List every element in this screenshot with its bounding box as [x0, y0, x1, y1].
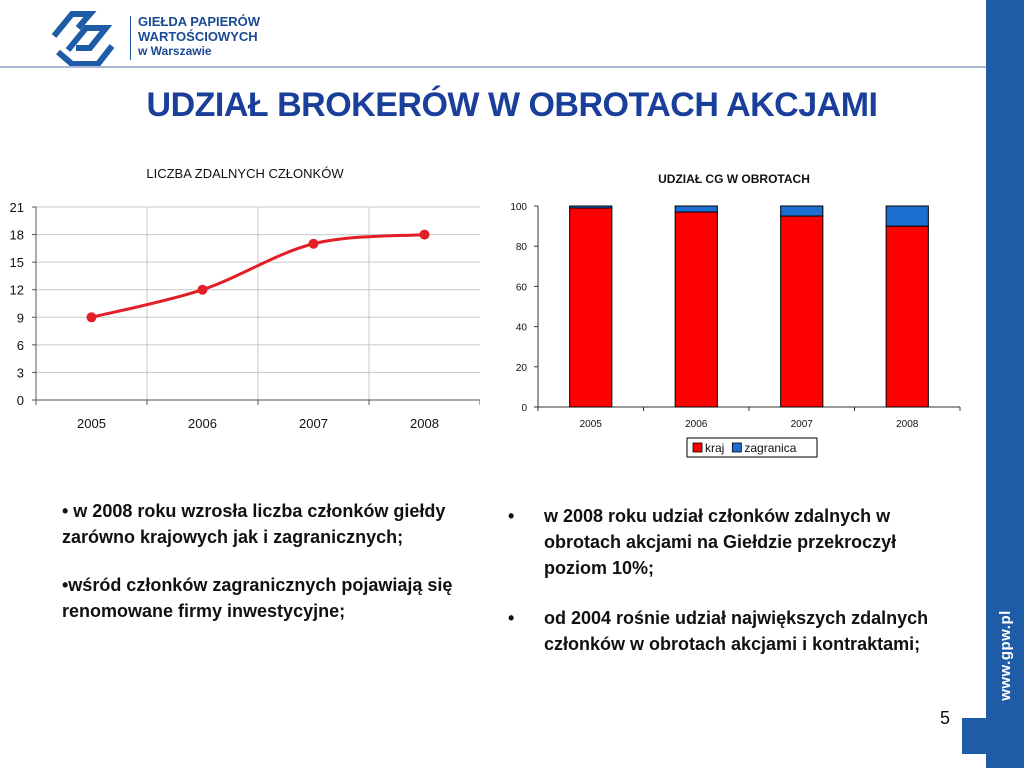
- bar-zagranica-2007: [781, 206, 823, 216]
- line-chart-ytick-label: 9: [16, 310, 24, 326]
- bullet-left-2: •wśród członków zagranicznych pojawiają się renomowane firmy inwestycyjne;: [62, 575, 453, 621]
- bullet-right-1-text: w 2008 roku udział członków zdalnych w obrotach akcjami na Giełdzie przekroczył poziom 10%;: [544, 506, 897, 578]
- bar-zagranica-2006: [675, 206, 717, 212]
- line-chart-point: [309, 239, 319, 249]
- bullet-right-2-text: od 2004 rośnie udział największych zdalnych członków w obrotach akcjami i kontraktami;: [544, 608, 929, 654]
- gpw-logo-icon: [50, 6, 116, 66]
- bar-chart-xtick-label: 2005: [579, 419, 602, 430]
- bar-kraj-2006: [675, 212, 717, 407]
- line-chart-title: LICZBA ZDALNYCH CZŁONKÓW: [146, 166, 344, 181]
- line-chart-ytick-label: 3: [16, 365, 24, 381]
- bar-chart-ytick-label: 80: [515, 242, 527, 254]
- website-url-text: www.gpw.pl: [996, 609, 1014, 701]
- line-chart-ytick-label: 0: [16, 393, 24, 408]
- bullet-left-1: • w 2008 roku wzrosła liczba członków giełdy zarówno krajowych jak i zagranicznych;: [62, 501, 446, 547]
- line-chart-xtick-label: 2008: [410, 416, 439, 431]
- page-number: 5: [940, 708, 951, 728]
- bar-chart: [500, 165, 970, 465]
- bar-chart-xtick-label: 2006: [685, 419, 708, 430]
- bullet-right-2: [500, 605, 960, 657]
- line-chart-ytick-label: 21: [9, 200, 24, 215]
- line-chart-xtick-label: 2007: [299, 416, 328, 431]
- bullet-marker: •: [508, 608, 515, 628]
- bullet-marker: •: [508, 506, 515, 526]
- bar-chart-ytick-label: 20: [515, 362, 527, 374]
- legend-label-zagranica: zagranica: [744, 441, 797, 455]
- website-url: [986, 600, 1024, 710]
- logo-line-1: GIEŁDA PAPIERÓW: [138, 14, 261, 29]
- legend-swatch-zagranica: [732, 443, 741, 452]
- bar-kraj-2008: [886, 226, 928, 407]
- bar-chart-title: UDZIAŁ CG W OBROTACH: [658, 172, 810, 186]
- bar-chart-ytick-label: 100: [510, 202, 527, 213]
- line-chart-point: [420, 230, 430, 240]
- corner-block: [962, 718, 1024, 754]
- line-chart-xtick-label: 2005: [77, 416, 106, 431]
- line-chart-ytick-label: 18: [9, 227, 24, 243]
- bar-chart-ytick-label: 40: [515, 322, 527, 334]
- bullets-right: [500, 503, 960, 681]
- logo-line-2: WARTOŚCIOWYCH: [138, 29, 258, 44]
- page-title: UDZIAŁ BROKERÓW W OBROTACH AKCJAMI: [146, 86, 878, 124]
- legend-label-kraj: kraj: [705, 441, 725, 455]
- logo-text: [138, 14, 260, 59]
- line-chart: [0, 155, 480, 445]
- bar-zagranica-2005: [570, 206, 612, 208]
- line-chart-point: [198, 285, 208, 295]
- bullets-left: [62, 498, 472, 646]
- line-chart-xtick-label: 2006: [188, 416, 217, 431]
- bar-chart-ytick-label: 60: [515, 282, 527, 294]
- line-chart-point: [87, 312, 97, 322]
- bar-kraj-2005: [570, 208, 612, 407]
- line-chart-ytick-label: 12: [9, 282, 24, 298]
- bar-chart-ytick-label: 0: [521, 403, 527, 414]
- logo-line-3: w Warszawie: [138, 44, 212, 58]
- bar-chart-xtick-label: 2008: [896, 419, 919, 430]
- line-chart-ytick-label: 6: [16, 337, 24, 353]
- logo-separator: [130, 16, 131, 60]
- bar-zagranica-2008: [886, 206, 928, 226]
- bar-chart-xtick-label: 2007: [790, 419, 813, 430]
- bar-kraj-2007: [781, 216, 823, 407]
- line-chart-ytick-label: 15: [9, 255, 24, 271]
- header-divider: [0, 66, 986, 68]
- bullet-right-1: [500, 503, 960, 581]
- legend-swatch-kraj: [693, 443, 702, 452]
